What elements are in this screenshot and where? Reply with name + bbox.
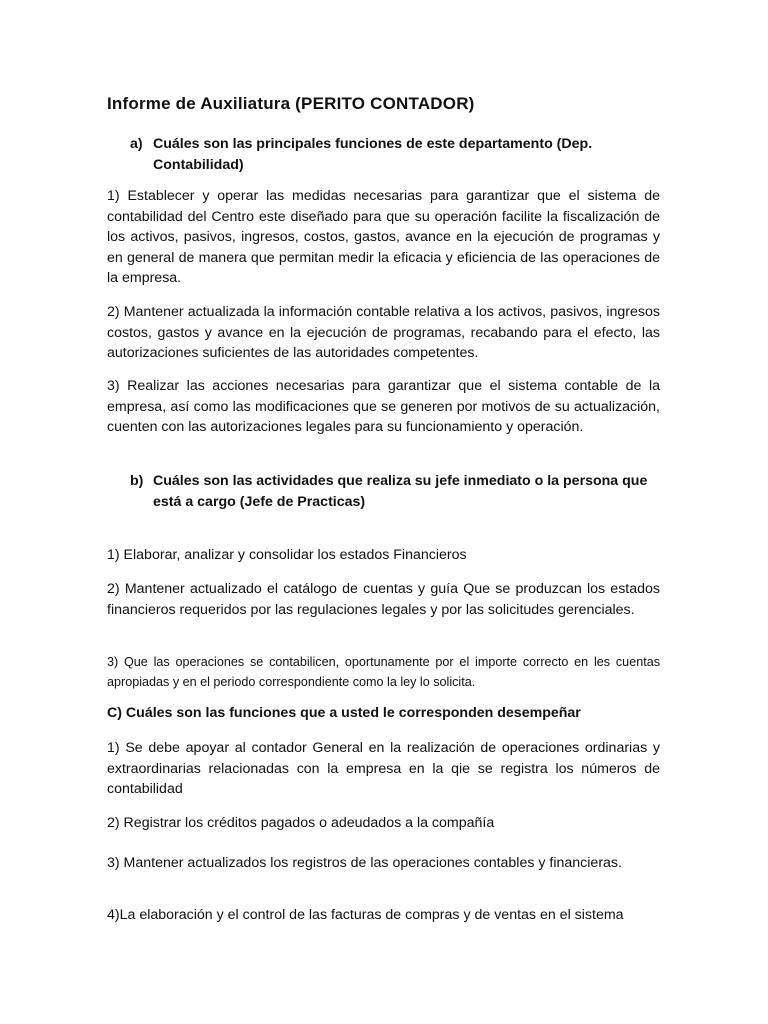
section-b-question-text: Cuáles son las actividades que realiza su jefe inmediato o la persona que está a cargo (Jefe de Practicas)	[153, 473, 648, 510]
document-title: Informe de Auxiliatura (PERITO CONTADOR)	[107, 94, 475, 113]
section-c-item-3: 3) Mantener actualizados los registros de las operaciones contables y financieras.	[107, 855, 622, 871]
section-b-item-3: 3) Que las operaciones se contabilicen, oportunamente por el importe correcto en les cuentas apropiadas y en el periodo correspondiente como la ley lo solicita.	[107, 655, 660, 689]
section-b-item-1: 1) Elaborar, analizar y consolidar los estados Financieros	[107, 547, 467, 563]
section-c-item-1: 1) Se debe apoyar al contador General en la realización de operaciones ordinarias y extraordinarias relacionadas con la empresa en la qie se registra los números de contabilidad	[107, 740, 660, 798]
section-a-item-3: 3) Realizar las acciones necesarias para garantizar que el sistema contable de la empresa, así como las modificaciones que se generen por motivos de su actualización, cuenten con las autorizaciones legales para su funcionamiento y operación.	[107, 378, 660, 436]
section-a-letter: a)	[130, 136, 143, 152]
section-c-item-2: 2) Registrar los créditos pagados o adeudados a la compañía	[107, 815, 495, 831]
section-c-question: C) Cuáles son las funciones que a usted le corresponden desempeñar	[107, 705, 581, 721]
section-b-question	[130, 471, 660, 513]
section-a-question	[130, 134, 660, 176]
section-a-question-text: Cuáles son las principales funciones de este departamento (Dep. Contabilidad)	[153, 136, 593, 173]
section-c-item-4: 4)La elaboración y el control de las facturas de compras y de ventas en el sistema	[107, 907, 624, 923]
section-b-letter: b)	[130, 473, 144, 489]
section-b-item-2: 2) Mantener actualizado el catálogo de cuentas y guía Que se produzcan los estados financieros requeridos por las regulaciones legales y por las solicitudes gerenciales.	[107, 581, 660, 618]
section-a-item-2: 2) Mantener actualizada la información contable relativa a los activos, pasivos, ingresos costos, gastos y avance en la ejecución de programas, recabando para el efecto, las autorizaciones suficientes de las autoridades competentes.	[107, 304, 660, 362]
section-a-item-1: 1) Establecer y operar las medidas necesarias para garantizar que el sistema de contabilidad del Centro este diseñado para que su operación facilite la fiscalización de los activos, pasivos, ingresos, costos, gastos, avance en la ejecución de programas y en general de manera que permitan medir la eficacia y eficiencia de las operaciones de la empresa.	[107, 188, 660, 287]
